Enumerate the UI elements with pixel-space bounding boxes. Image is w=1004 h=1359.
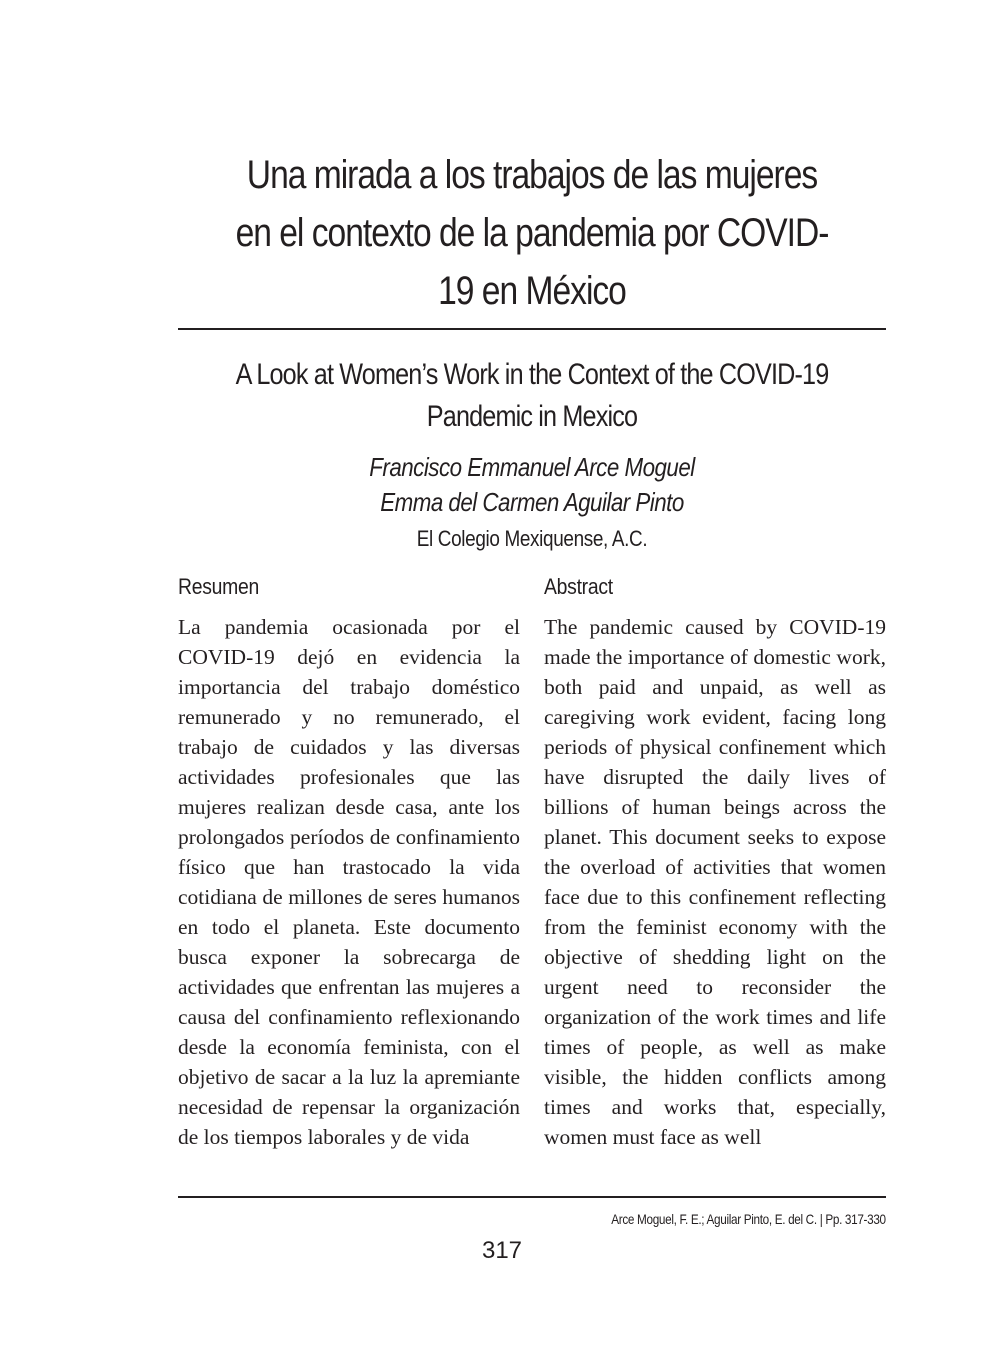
author-name: Emma del Carmen Aguilar Pinto [380,487,684,517]
author-affiliation: El Colegio Mexiquense, A.C. [416,526,648,551]
author-list [228,450,837,520]
author-name: Francisco Emmanuel Arce Moguel [369,452,695,482]
article-title: Una mirada a los trabajos de las mujeres en el contexto de la pandemia por COVID-19 en México [235,153,829,313]
resumen-section [178,572,520,1184]
abstract-heading: Abstract [544,574,613,599]
title-divider [178,328,886,330]
english-title: A Look at Women’s Work in the Context of the COVID-19 Pandemic in Mexico [235,358,829,433]
resumen-text: La pandemia ocasionada por el COVID-19 dejó en evidencia la importancia del trabajo doméstico remunerado y no remunerado, el trabajo de cuidados y las diversas actividades profesionales que las mujeres realizan desde casa, ante los prolongados períodos de confinamiento físico que han trastocado la vida cotidiana de millones de seres humanos en todo el planeta. Este documento busca exponer la sobrecarga de actividades que enfrentan las mujeres a causa del confinamiento reflexionando desde la economía feminista, con el objetivo de sacar a la luz la apremiante necesidad de repensar la organización de los tiempos laborales y de vida [178,615,520,1149]
footer-citation: Arce Moguel, F. E.; Aguilar Pinto, E. del C. | Pp. 317-330 [611,1211,886,1227]
abstract-text: The pandemic caused by COVID-19 made the importance of domestic work, both paid and unpaid, as well as caregiving work evident, facing long periods of physical confinement which have disrupted the daily lives of billions of human beings across the planet. This document seeks to expose the overload of activities that women face due to this confinement reflecting from the feminist economy with the objective of shedding light on the urgent need to reconsider the organization of the work times and life times of people, as well as make visible, the hidden conflicts among times and works that, especially, women must face as well [544,615,886,1149]
abstract-section [544,572,886,1184]
resumen-heading: Resumen [178,574,260,599]
footer-divider [178,1196,886,1198]
page-number: 317 [481,1237,523,1264]
